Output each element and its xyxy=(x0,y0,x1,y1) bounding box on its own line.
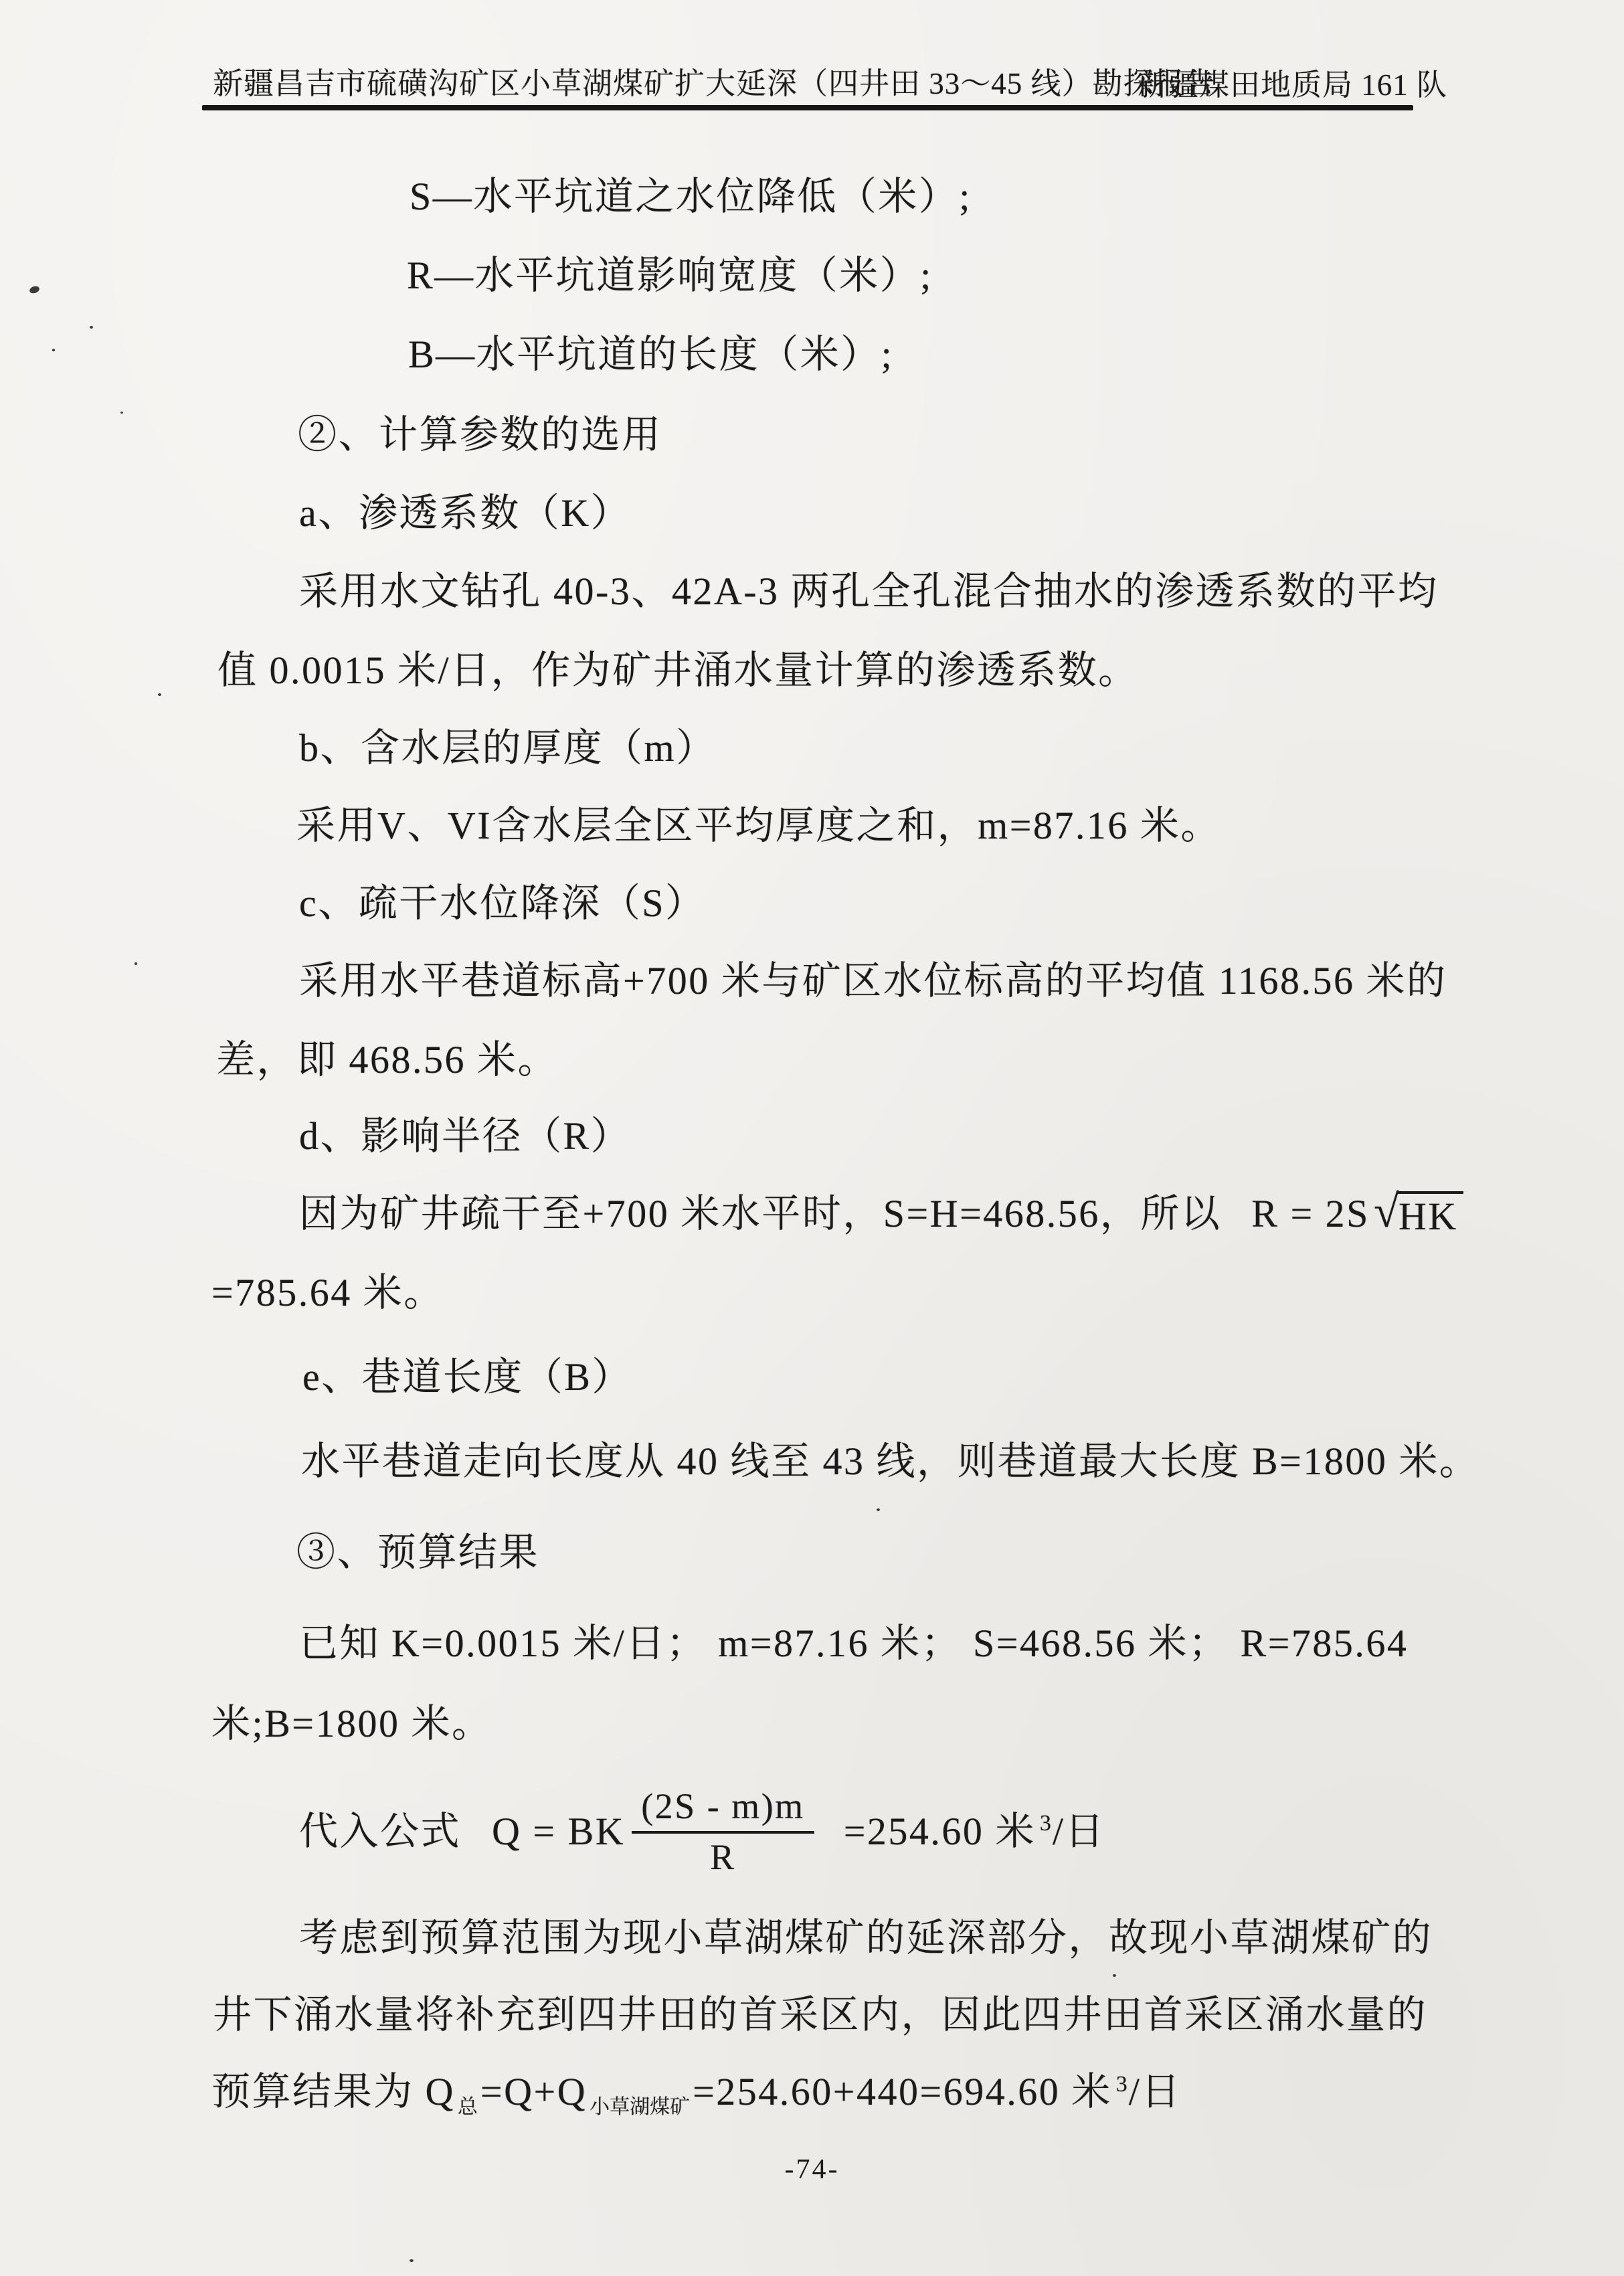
definition-s: S—水平坑道之水位降低（米）; xyxy=(410,175,972,218)
scan-speck xyxy=(410,2259,414,2262)
item-d-line1-text: 因为矿井疏干至+700 米水平时，S=H=468.56，所以 xyxy=(299,1192,1222,1235)
section2-heading: ②、计算参数的选用 xyxy=(298,413,662,456)
q-total-subscript: 总 xyxy=(457,2095,478,2118)
known-values-line1: 已知 K=0.0015 米/日； m=87.16 米； S=468.56 米； R=785.64 xyxy=(299,1622,1409,1665)
formula-intro: 代入公式 xyxy=(299,1809,462,1853)
item-b-heading: b、含水层的厚度（m） xyxy=(299,726,717,770)
item-b-line1: 采用V、VI含水层全区平均厚度之和，m=87.16 米。 xyxy=(296,804,1221,847)
item-e-line1: 水平巷道走向长度从 40 线至 43 线，则巷道最大长度 B=1800 米。 xyxy=(301,1439,1480,1483)
item-c-heading: c、疏干水位降深（S） xyxy=(299,881,706,925)
item-a-line1: 采用水文钻孔 40-3、42A-3 两孔全孔混合抽水的渗透系数的平均 xyxy=(299,570,1439,613)
formula-result-suffix: /日 xyxy=(1052,1809,1106,1853)
item-d-line2: =785.64 米。 xyxy=(211,1271,444,1314)
definition-r: R—水平坑道影响宽度（米）; xyxy=(407,254,933,297)
header-rule xyxy=(202,105,1413,110)
conclusion-line3-prefix: 预算结果为 Q xyxy=(211,2070,455,2113)
scan-speck xyxy=(134,962,137,965)
scan-speck xyxy=(158,693,161,696)
scan-speck xyxy=(90,326,93,329)
item-d-line1 xyxy=(299,1186,1463,1239)
radical-formula xyxy=(1251,1186,1463,1238)
conclusion-line3-result: =254.60+440=694.60 米 xyxy=(693,2070,1112,2113)
radical-lhs: R = 2S xyxy=(1251,1192,1370,1235)
scan-speck xyxy=(29,285,40,294)
section3-heading: ③、预算结果 xyxy=(296,1530,540,1574)
scan-speck xyxy=(52,349,55,351)
square-root xyxy=(1373,1186,1463,1238)
scan-speck xyxy=(1113,1974,1116,1977)
cubic-superscript: 3 xyxy=(1039,1811,1051,1836)
scan-speck xyxy=(877,1508,880,1511)
item-e-heading: e、巷道长度（B） xyxy=(302,1355,632,1399)
page-header-title: 新疆昌吉市硫磺沟矿区小草湖煤矿扩大延深（四井田 33～45 线）勘探报告 xyxy=(213,67,1216,100)
scan-speck xyxy=(120,412,123,414)
conclusion-line3-suffix: /日 xyxy=(1128,2070,1182,2113)
item-a-heading: a、渗透系数（K） xyxy=(299,491,632,535)
fraction-numerator: (2S - m)m xyxy=(632,1785,814,1834)
formula-lhs: Q = BK xyxy=(492,1809,626,1853)
page-number: -74- xyxy=(784,2154,840,2185)
conclusion-line2: 井下涌水量将补充到四井田的首采区内，因此四井田首采区涌水量的 xyxy=(213,1993,1428,2036)
page-header-organization: 新疆煤田地质局 161 队 xyxy=(1138,68,1448,102)
item-a-line2: 值 0.0015 米/日，作为矿井涌水量计算的渗透系数。 xyxy=(217,648,1139,692)
radical-sign: √ xyxy=(1373,1186,1401,1237)
radicand: HK xyxy=(1397,1191,1463,1237)
conclusion-line3 xyxy=(211,2068,1182,2119)
q-mine-subscript: 小草湖煤矿 xyxy=(590,2095,691,2118)
item-d-heading: d、影响半径（R） xyxy=(299,1114,632,1158)
known-values-line2: 米;B=1800 米。 xyxy=(211,1702,492,1745)
q-formula-line xyxy=(299,1768,1105,1895)
item-c-line1: 采用水平巷道标高+700 米与矿区水位标高的平均值 1168.56 米的 xyxy=(299,959,1447,1002)
formula-fraction xyxy=(632,1785,814,1878)
conclusion-line3-mid: =Q+Q xyxy=(480,2070,588,2113)
cubic-superscript-2: 3 xyxy=(1115,2071,1127,2097)
formula-result xyxy=(844,1808,1105,1856)
definition-b: B—水平坑道的长度（米）; xyxy=(408,333,894,376)
item-c-line2: 差，即 468.56 米。 xyxy=(216,1038,559,1081)
formula-result-prefix: =254.60 米 xyxy=(843,1809,1036,1853)
fraction-denominator: R xyxy=(710,1837,736,1877)
conclusion-line1: 考虑到预算范围为现小草湖煤矿的延深部分，故现小草湖煤矿的 xyxy=(299,1916,1433,1959)
